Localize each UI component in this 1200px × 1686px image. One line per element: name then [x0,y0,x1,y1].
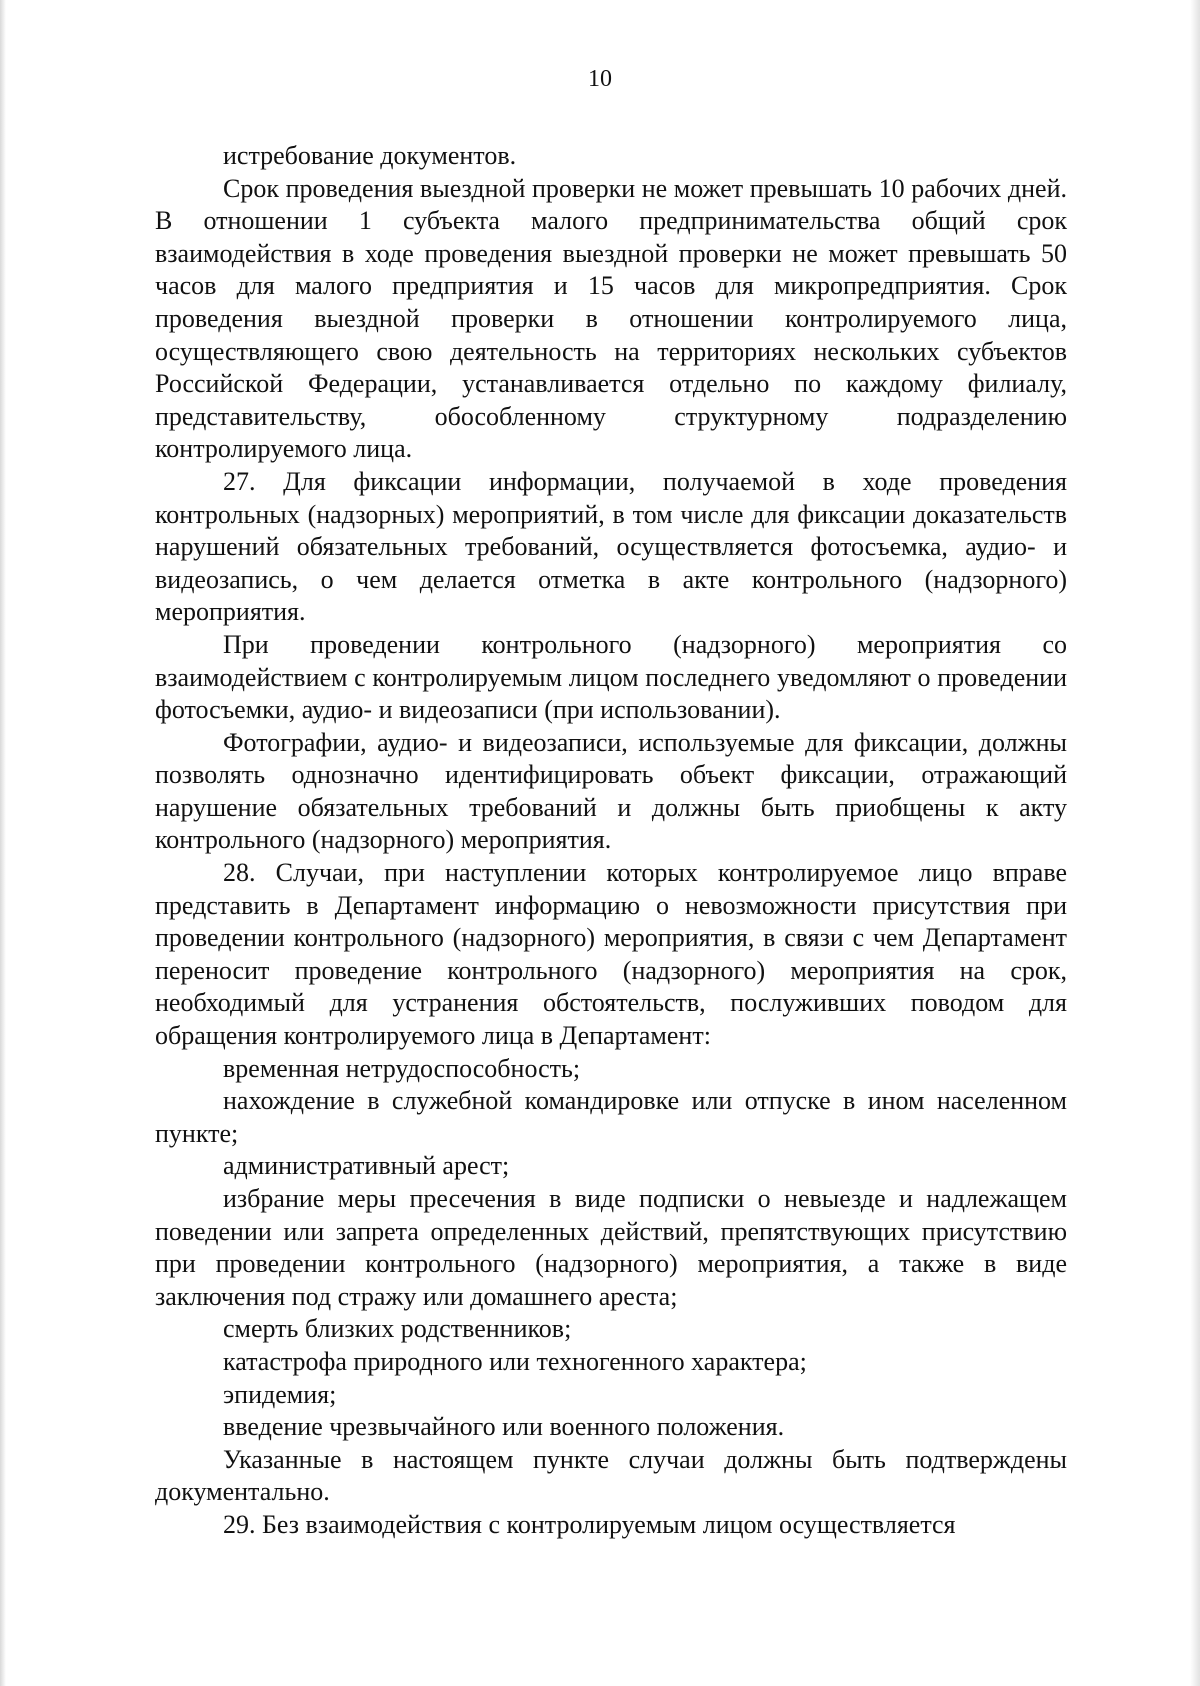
paragraph-notification: При проведении контрольного (надзорного) мероприятия со взаимодействием с контролируемым лицом последнего уведомляют о проведении фотосъемки, аудио- и видеозаписи (при использовании). [155,629,1067,725]
scan-edge-left [0,0,6,1686]
list-item-disability: временная нетрудоспособность; [223,1053,581,1083]
list-item-preventive-measure: избрание меры пресечения в виде подписки о невыезде и надлежащем поведении или запрета определенных действий, препятствующих присутствию при проведении контрольного (надзорного) мероприятия, а также в виде заключения под стражу или домашнего ареста; [155,1184,1067,1311]
page-number: 10 [588,66,612,92]
scan-edge-right [1190,0,1200,1686]
list-item-emergency: введение чрезвычайного или военного положения. [223,1412,785,1442]
paragraph-photo-requirements: Фотографии, аудио- и видеозаписи, используемые для фиксации, должны позволять однозначно идентифицировать объект фиксации, отражающий нарушение обязательных требований и должны быть приобщены к акту контрольного (надзорного) мероприятия. [155,727,1067,855]
paragraph-continuation: истребование документов. [223,141,517,170]
list-item-arrest: административный арест; [223,1151,510,1181]
paragraph-documentation: Указанные в настоящем пункте случаи должны быть подтверждены документально. [155,1444,1067,1507]
document-body [155,140,1067,1542]
list-item-death-relatives: смерть близких родственников; [223,1314,572,1344]
paragraph-29: 29. Без взаимодействия с контролируемым лицом осуществляется [223,1509,956,1539]
list-item-epidemic: эпидемия; [223,1379,337,1409]
paragraph-27: 27. Для фиксации информации, получаемой в ходе проведения контрольных (надзорных) мероприятий, в том числе для фиксации доказательств нарушений обязательных требований, осуществляется фотосъемка, аудио- и видеозапись, о чем делается отметка в акте контрольного (надзорного) мероприятия. [155,466,1067,627]
paragraph-inspection-term: Срок проведения выездной проверки не может превышать 10 рабочих дней. В отношении 1 субъекта малого предпринимательства общий срок взаимодействия в ходе проведения выездной проверки не может превышать 50 часов для малого предприятия и 15 часов для микропредприятия. Срок проведения выездной проверки в отношении контролируемого лица, осуществляющего свою деятельность на территориях нескольких субъектов Российской Федерации, устанавливается отдельно по каждому филиалу, представительству, обособленному структурному подразделению контролируемого лица. [155,173,1067,464]
list-item-disaster: катастрофа природного или техногенного характера; [223,1346,807,1376]
list-item-business-trip: нахождение в служебной командировке или отпуске в ином населенном пункте; [155,1086,1067,1148]
paragraph-28: 28. Случаи, при наступлении которых контролируемое лицо вправе представить в Департамент информацию о невозможности присутствия при проведении контрольного (надзорного) мероприятия, в связи с чем Департамент переносит проведение контрольного (надзорного) мероприятия на срок, необходимый для устранения обстоятельств, послуживших поводом для обращения контролируемого лица в Департамент: [155,858,1067,1051]
